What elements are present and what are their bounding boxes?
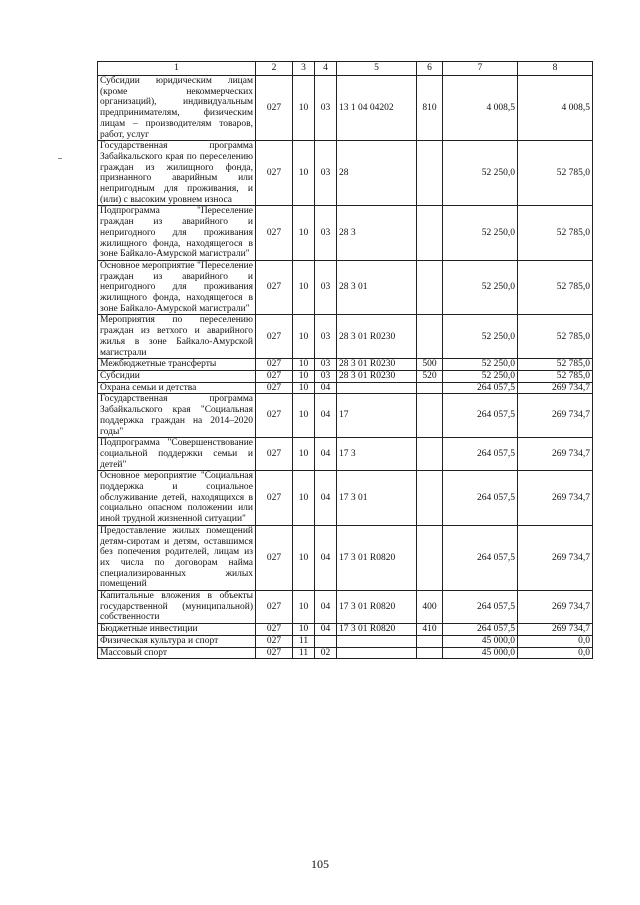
row-sum-2020-cell: 269 734,7 xyxy=(518,471,593,526)
row-sum-2020-cell: 269 734,7 xyxy=(518,591,593,624)
row-vr-cell xyxy=(417,260,443,315)
row-gr-cell: 027 xyxy=(256,370,293,382)
row-vr-cell xyxy=(417,525,443,590)
row-name-cell: Массовый спорт xyxy=(98,647,256,659)
row-sum-2019-cell: 45 000,0 xyxy=(443,635,518,647)
row-sum-2020-cell: 269 734,7 xyxy=(518,394,593,438)
row-csr-cell: 17 xyxy=(337,394,417,438)
table-row xyxy=(98,471,593,526)
row-name-cell: Охрана семьи и детства xyxy=(98,382,256,394)
row-sum-2020-cell: 269 734,7 xyxy=(518,438,593,471)
row-csr-cell: 13 1 04 04202 xyxy=(337,76,417,141)
header-cell: 7 xyxy=(443,62,518,76)
row-name-cell: Государственная программа Забайкальского края "Социальная поддержка граждан на 2014–2020 годы" xyxy=(98,394,256,438)
row-rz-cell: 10 xyxy=(293,394,315,438)
row-pr-cell: 04 xyxy=(315,471,337,526)
row-sum-2020-cell: 52 785,0 xyxy=(518,206,593,261)
row-vr-cell: 500 xyxy=(417,359,443,371)
row-pr-cell: 04 xyxy=(315,394,337,438)
row-vr-cell: 400 xyxy=(417,591,443,624)
table-row xyxy=(98,315,593,359)
row-vr-cell xyxy=(417,382,443,394)
table-row xyxy=(98,525,593,590)
row-gr-cell: 027 xyxy=(256,525,293,590)
table-header-row xyxy=(98,62,593,76)
row-pr-cell: 02 xyxy=(315,647,337,659)
row-pr-cell: 03 xyxy=(315,370,337,382)
row-rz-cell: 10 xyxy=(293,76,315,141)
row-name-cell: Субсидии юридическим лицам (кроме некоммерческих организаций), индивидуальным предпринимателям, физическим лицам – производителям товаров, работ, услуг xyxy=(98,76,256,141)
row-pr-cell: 03 xyxy=(315,76,337,141)
row-rz-cell: 10 xyxy=(293,141,315,206)
table-row xyxy=(98,76,593,141)
header-cell: 2 xyxy=(256,62,293,76)
row-vr-cell xyxy=(417,635,443,647)
row-name-cell: Подпрограмма "Совершенствование социальной поддержки семьи и детей" xyxy=(98,438,256,471)
table-row xyxy=(98,394,593,438)
row-sum-2019-cell: 264 057,5 xyxy=(443,438,518,471)
row-vr-cell xyxy=(417,438,443,471)
row-gr-cell: 027 xyxy=(256,206,293,261)
row-pr-cell: 04 xyxy=(315,624,337,636)
row-sum-2020-cell: 4 008,5 xyxy=(518,76,593,141)
table-row xyxy=(98,260,593,315)
row-sum-2019-cell: 45 000,0 xyxy=(443,647,518,659)
row-rz-cell: 10 xyxy=(293,525,315,590)
row-rz-cell: 10 xyxy=(293,206,315,261)
row-name-cell: Подпрограмма "Переселение граждан из аварийного и непригодного для проживания жилищного фонда, находящегося в зоне Байкало-Амурской магистрали" xyxy=(98,206,256,261)
row-pr-cell: 03 xyxy=(315,260,337,315)
row-csr-cell: 17 3 xyxy=(337,438,417,471)
budget-table xyxy=(97,61,593,659)
row-name-cell: Капитальные вложения в объекты государственной (муниципальной) собственности xyxy=(98,591,256,624)
row-pr-cell: 03 xyxy=(315,141,337,206)
row-name-cell: Государственная программа Забайкальского края по переселению граждан из жилищного фонда, признанного аварийным или непригодным для проживания, и (или) с высоким уровнем износа xyxy=(98,141,256,206)
row-gr-cell: 027 xyxy=(256,394,293,438)
row-name-cell: Мероприятия по переселению граждан из ветхого и аварийного жилья в зоне Байкало-Амурской магистрали xyxy=(98,315,256,359)
row-name-cell: Основное мероприятие "Переселение граждан из аварийного и непригодного для проживания жилищного фонда, находящегося в зоне Байкало-Амурской магистрали" xyxy=(98,260,256,315)
row-rz-cell: 10 xyxy=(293,359,315,371)
row-sum-2019-cell: 264 057,5 xyxy=(443,471,518,526)
row-csr-cell: 28 3 01 R0230 xyxy=(337,370,417,382)
row-pr-cell: 04 xyxy=(315,591,337,624)
row-vr-cell: 810 xyxy=(417,76,443,141)
table-row xyxy=(98,591,593,624)
row-sum-2019-cell: 4 008,5 xyxy=(443,76,518,141)
page-number: 105 xyxy=(311,857,329,871)
row-rz-cell: 10 xyxy=(293,260,315,315)
table-row xyxy=(98,141,593,206)
header-cell: 3 xyxy=(293,62,315,76)
row-rz-cell: 10 xyxy=(293,591,315,624)
row-csr-cell: 17 3 01 xyxy=(337,471,417,526)
row-sum-2020-cell: 52 785,0 xyxy=(518,370,593,382)
row-name-cell: Предоставление жилых помещений детям-сиротам и детям, оставшимся без попечения родителей, лицам из их числа по договорам найма специализированных жилых помещений xyxy=(98,525,256,590)
row-gr-cell: 027 xyxy=(256,471,293,526)
table-row xyxy=(98,635,593,647)
row-csr-cell xyxy=(337,382,417,394)
row-rz-cell: 10 xyxy=(293,471,315,526)
header-cell: 1 xyxy=(98,62,256,76)
margin-mark xyxy=(58,158,62,159)
row-name-cell: Основное мероприятие "Социальная поддержка и социальное обслуживание детей, находящихся в социально опасном положении или иной трудной жизненной ситуации" xyxy=(98,471,256,526)
row-gr-cell: 027 xyxy=(256,438,293,471)
row-gr-cell: 027 xyxy=(256,359,293,371)
row-vr-cell: 520 xyxy=(417,370,443,382)
header-cell: 5 xyxy=(337,62,417,76)
row-gr-cell: 027 xyxy=(256,624,293,636)
row-csr-cell: 28 xyxy=(337,141,417,206)
row-sum-2019-cell: 264 057,5 xyxy=(443,525,518,590)
row-vr-cell xyxy=(417,471,443,526)
row-name-cell: Бюджетные инвестиции xyxy=(98,624,256,636)
header-cell: 4 xyxy=(315,62,337,76)
header-cell: 8 xyxy=(518,62,593,76)
row-sum-2019-cell: 264 057,5 xyxy=(443,624,518,636)
row-csr-cell xyxy=(337,647,417,659)
row-sum-2019-cell: 52 250,0 xyxy=(443,206,518,261)
table-row xyxy=(98,382,593,394)
row-sum-2020-cell: 269 734,7 xyxy=(518,525,593,590)
row-vr-cell xyxy=(417,206,443,261)
row-pr-cell: 04 xyxy=(315,382,337,394)
row-sum-2019-cell: 264 057,5 xyxy=(443,394,518,438)
table-row xyxy=(98,438,593,471)
row-sum-2020-cell: 52 785,0 xyxy=(518,315,593,359)
row-csr-cell: 17 3 01 R0820 xyxy=(337,525,417,590)
header-cell: 6 xyxy=(417,62,443,76)
row-csr-cell: 17 3 01 R0820 xyxy=(337,624,417,636)
row-vr-cell xyxy=(417,647,443,659)
row-sum-2019-cell: 52 250,0 xyxy=(443,370,518,382)
row-rz-cell: 11 xyxy=(293,647,315,659)
row-gr-cell: 027 xyxy=(256,382,293,394)
row-sum-2019-cell: 264 057,5 xyxy=(443,382,518,394)
row-csr-cell: 28 3 01 R0230 xyxy=(337,359,417,371)
table-row xyxy=(98,647,593,659)
row-gr-cell: 027 xyxy=(256,315,293,359)
row-name-cell: Субсидии xyxy=(98,370,256,382)
row-gr-cell: 027 xyxy=(256,591,293,624)
row-sum-2019-cell: 52 250,0 xyxy=(443,315,518,359)
row-pr-cell: 03 xyxy=(315,359,337,371)
row-csr-cell: 28 3 xyxy=(337,206,417,261)
row-rz-cell: 10 xyxy=(293,624,315,636)
row-gr-cell: 027 xyxy=(256,635,293,647)
row-pr-cell xyxy=(315,635,337,647)
row-gr-cell: 027 xyxy=(256,141,293,206)
row-rz-cell: 10 xyxy=(293,370,315,382)
row-vr-cell: 410 xyxy=(417,624,443,636)
row-pr-cell: 04 xyxy=(315,525,337,590)
row-sum-2020-cell: 0,0 xyxy=(518,635,593,647)
row-pr-cell: 04 xyxy=(315,438,337,471)
row-csr-cell xyxy=(337,635,417,647)
row-sum-2019-cell: 264 057,5 xyxy=(443,591,518,624)
row-gr-cell: 027 xyxy=(256,260,293,315)
row-rz-cell: 10 xyxy=(293,315,315,359)
table-row xyxy=(98,370,593,382)
row-csr-cell: 28 3 01 xyxy=(337,260,417,315)
row-sum-2019-cell: 52 250,0 xyxy=(443,260,518,315)
row-vr-cell xyxy=(417,141,443,206)
row-pr-cell: 03 xyxy=(315,206,337,261)
row-vr-cell xyxy=(417,394,443,438)
row-sum-2019-cell: 52 250,0 xyxy=(443,141,518,206)
row-rz-cell: 10 xyxy=(293,382,315,394)
row-sum-2020-cell: 269 734,7 xyxy=(518,624,593,636)
row-gr-cell: 027 xyxy=(256,76,293,141)
row-sum-2020-cell: 0,0 xyxy=(518,647,593,659)
row-csr-cell: 28 3 01 R0230 xyxy=(337,315,417,359)
row-rz-cell: 11 xyxy=(293,635,315,647)
table-row xyxy=(98,206,593,261)
row-sum-2020-cell: 52 785,0 xyxy=(518,141,593,206)
table-row xyxy=(98,359,593,371)
row-sum-2020-cell: 52 785,0 xyxy=(518,359,593,371)
row-sum-2019-cell: 52 250,0 xyxy=(443,359,518,371)
row-gr-cell: 027 xyxy=(256,647,293,659)
row-sum-2020-cell: 269 734,7 xyxy=(518,382,593,394)
row-vr-cell xyxy=(417,315,443,359)
row-name-cell: Межбюджетные трансферты xyxy=(98,359,256,371)
row-csr-cell: 17 3 01 R0820 xyxy=(337,591,417,624)
row-name-cell: Физическая культура и спорт xyxy=(98,635,256,647)
row-sum-2020-cell: 52 785,0 xyxy=(518,260,593,315)
row-rz-cell: 10 xyxy=(293,438,315,471)
table-row xyxy=(98,624,593,636)
row-pr-cell: 03 xyxy=(315,315,337,359)
